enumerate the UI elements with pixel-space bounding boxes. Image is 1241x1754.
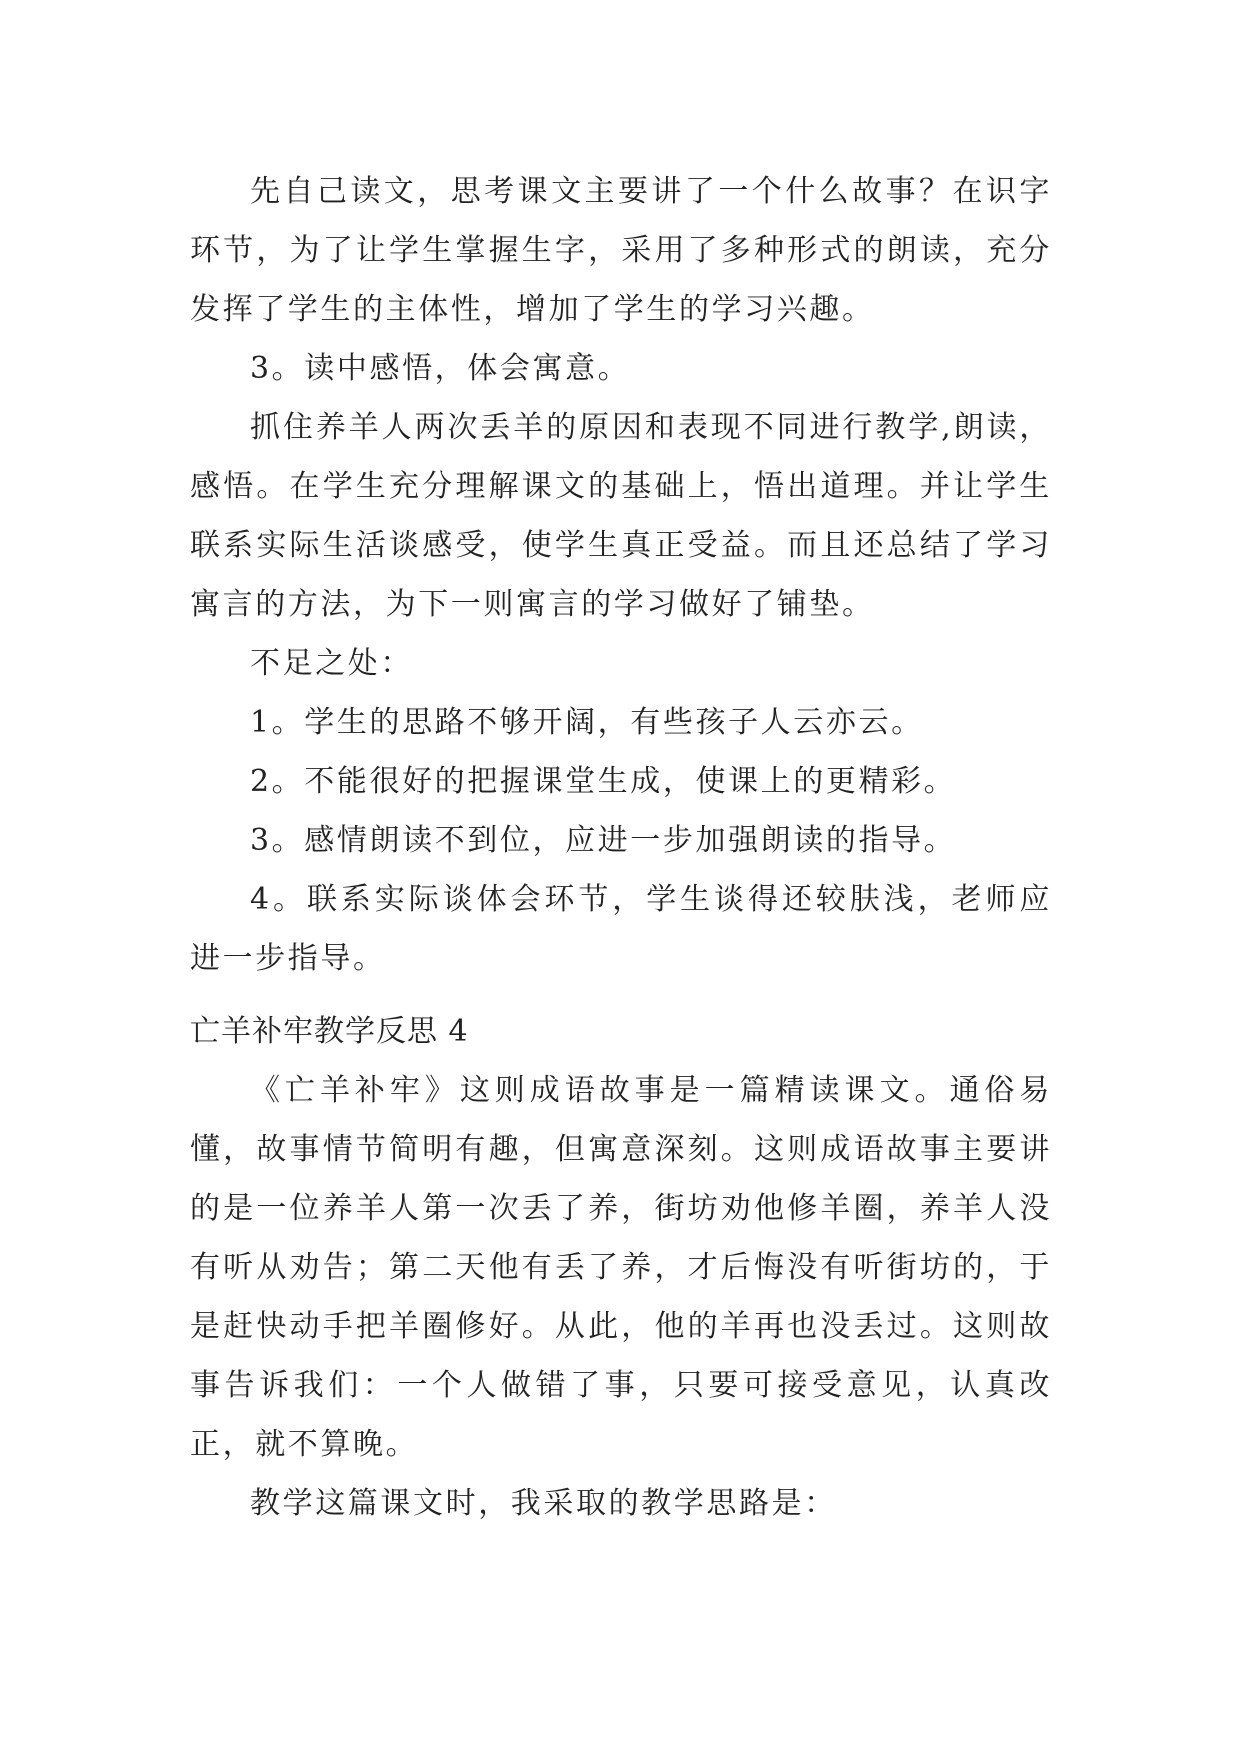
paragraph-shortcoming-2: 2。不能很好的把握课堂生成，使课上的更精彩。 xyxy=(250,764,957,799)
paragraph-shortcoming-4: 4。联系实际谈体会环节，学生谈得还较肤浅，老师应进一步指导。 xyxy=(190,882,1052,976)
paragraph-shortcoming-1: 1。学生的思路不够开阔，有些孩子人云亦云。 xyxy=(250,705,924,740)
section-heading: 亡羊补牢教学反思 4 xyxy=(190,1014,469,1049)
paragraph-teaching-approach: 教学这篇课文时，我采取的教学思路是： xyxy=(250,1486,837,1521)
document-page xyxy=(190,162,1052,1533)
paragraph-shortcomings-label: 不足之处： xyxy=(250,646,413,681)
section-spacer xyxy=(190,988,1052,1002)
paragraph-reading-summary: 先自己读文，思考课文主要讲了一个什么故事？在识字环节，为了让学生掌握生字，采用了多种形式的朗读，充分发挥了学生的主体性，增加了学生的学习兴趣。 xyxy=(190,174,1052,327)
paragraph-story-summary: 《亡羊补牢》这则成语故事是一篇精读课文。通俗易懂，故事情节简明有趣，但寓意深刻。这则成语故事主要讲的是一位养羊人第一次丢了养，街坊劝他修羊圈，养羊人没有听从劝告；第二天他有丢了养，才后悔没有听街坊的，于是赶快动手把羊圈修好。从此，他的羊再也没丢过。这则故事告诉我们：一个人做错了事，只要可接受意见，认真改正，就不算晚。 xyxy=(190,1073,1052,1462)
paragraph-shortcoming-3: 3。感情朗读不到位，应进一步加强朗读的指导。 xyxy=(250,823,957,858)
paragraph-point-3-heading: 3。读中感悟，体会寓意。 xyxy=(250,351,631,386)
paragraph-point-3-body: 抓住养羊人两次丢羊的原因和表现不同进行教学,朗读，感悟。在学生充分理解课文的基础上，悟出道理。并让学生联系实际生活谈感受，使学生真正受益。而且还总结了学习寓言的方法，为下一则寓言的学习做好了铺垫。 xyxy=(190,410,1052,622)
